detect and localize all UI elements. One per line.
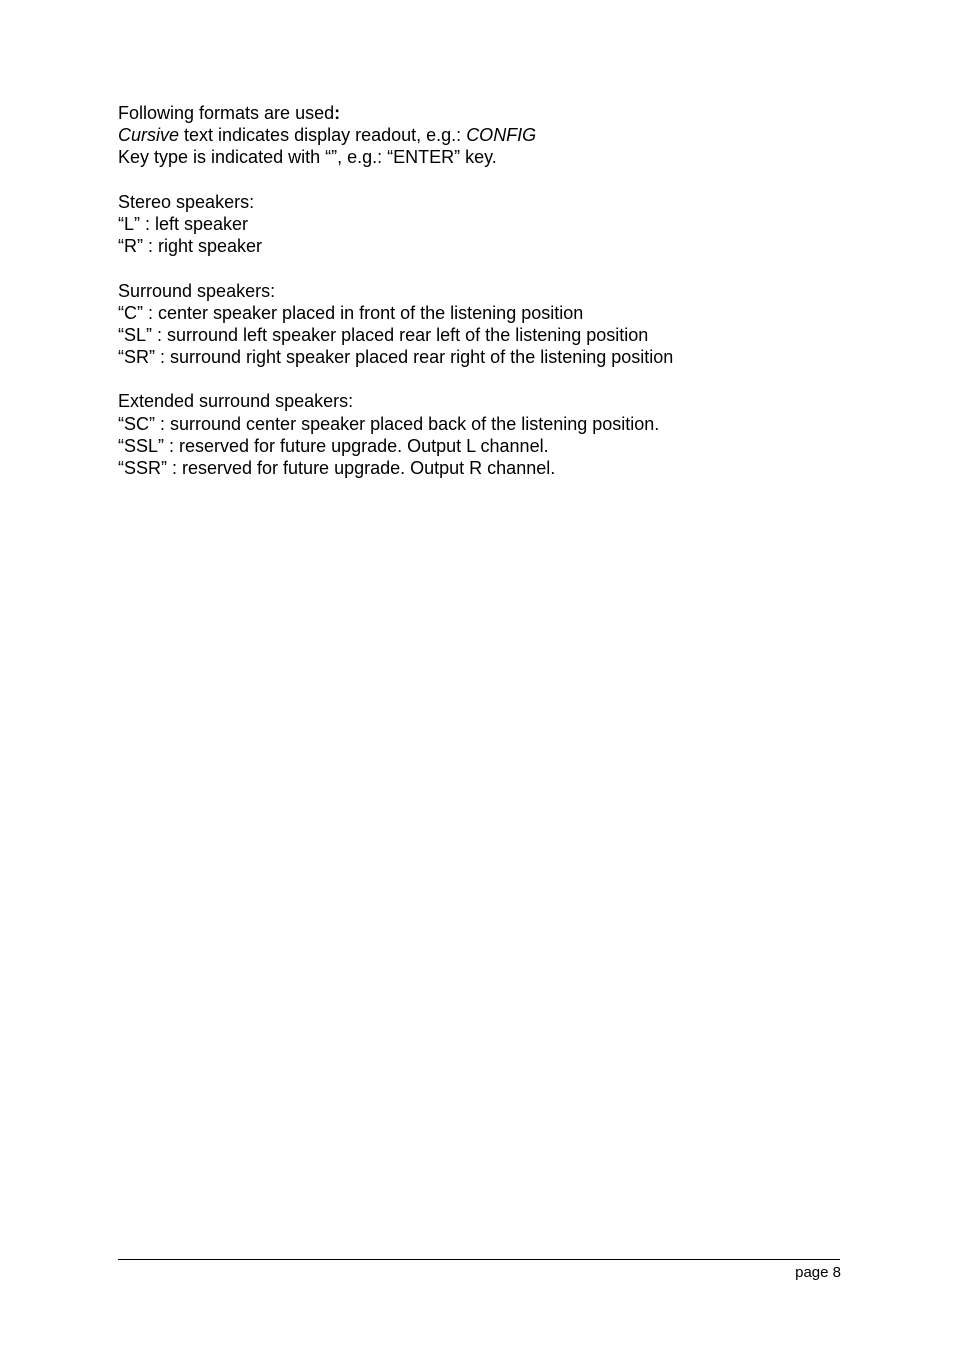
stereo-heading: Stereo speakers:: [118, 191, 255, 212]
intro-line-key-type: Key type is indicated with “”, e.g.: “ENTER” key.: [118, 147, 497, 168]
page-number: page 8: [795, 1264, 841, 1281]
stereo-item-r: “R” : right speaker: [118, 236, 263, 257]
extended-item-ssr: “SSR” : reserved for future upgrade. Output R channel.: [118, 458, 556, 478]
spacer: [118, 368, 858, 390]
intro-line-formats: [118, 102, 858, 124]
surround-item-sl: “SL” : surround left speaker placed rear left of the listening position: [118, 324, 649, 345]
intro-line-cursive: [118, 124, 858, 146]
intro-formats-text: Following formats are used: [118, 103, 335, 123]
footer-divider: [118, 1259, 840, 1260]
extended-item-sc: “SC” : surround center speaker placed back of the listening position.: [118, 413, 660, 434]
extended-item-ssl: “SSL” : reserved for future upgrade. Output L channel.: [118, 435, 549, 456]
surround-item-c: “C” : center speaker placed in front of the listening position: [118, 302, 584, 323]
spacer: [118, 257, 858, 279]
intro-cursive-word: Cursive: [118, 125, 180, 146]
intro-cursive-text: text indicates display readout, e.g.:: [179, 125, 467, 146]
extended-heading: Extended surround speakers:: [118, 391, 354, 412]
surround-heading: Surround speakers:: [118, 280, 276, 301]
spacer: [118, 169, 858, 191]
intro-config-example: CONFIG: [466, 125, 537, 146]
surround-item-sr: “SR” : surround right speaker placed rear right of the listening position: [118, 347, 674, 368]
stereo-item-l: “L” : left speaker: [118, 213, 249, 234]
intro-formats-colon: :: [334, 103, 341, 123]
document-body: [118, 102, 858, 479]
